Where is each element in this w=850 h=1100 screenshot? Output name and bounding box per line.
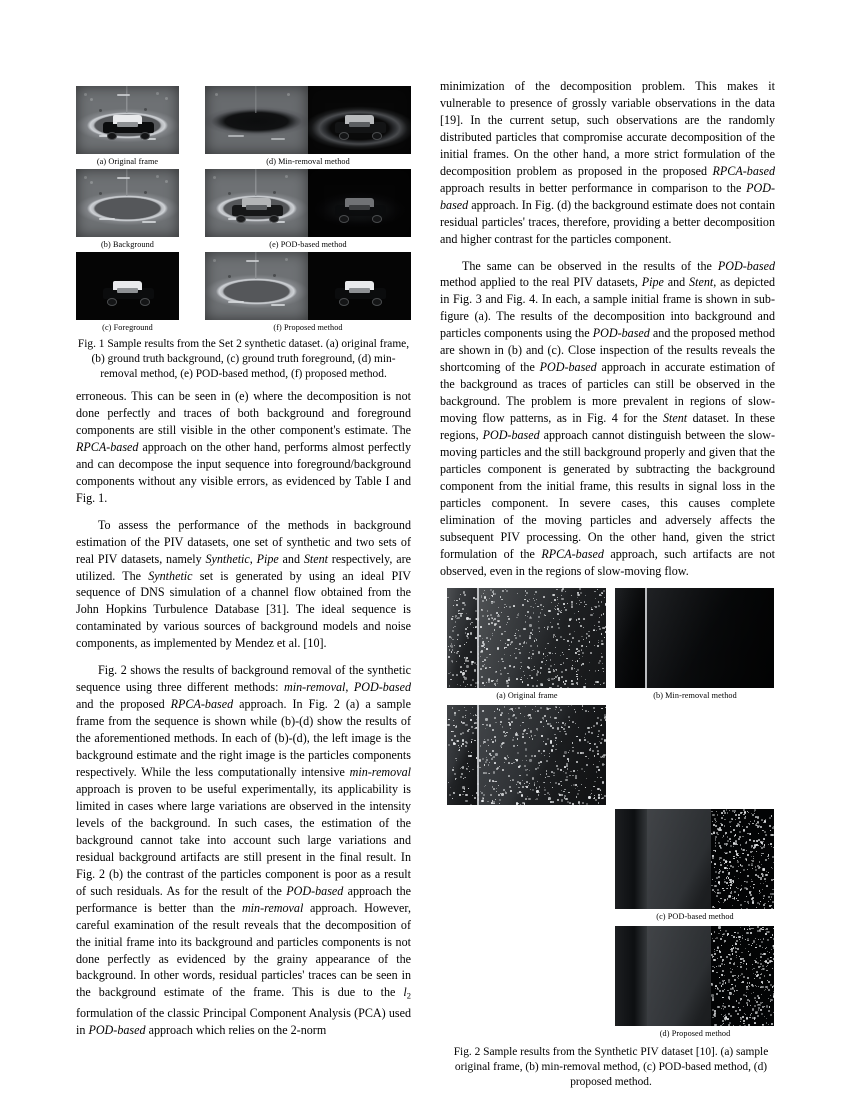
figure-2-image-d-background — [647, 926, 774, 1026]
figure-2-image-a-strip — [447, 588, 479, 688]
figure-1-subcaption-f: (f) Proposed method — [273, 323, 343, 332]
right-text-column — [440, 78, 775, 580]
figure-1-image-d-particles — [308, 86, 411, 154]
figure-1-image-a-original-frame — [76, 86, 179, 154]
paragraph: Fig. 2 shows the results of background removal of the synthetic sequence using three different methods: min-removal, POD-based and the proposed RPCA-based approach. In Fig. 2 (a) a sample frame from the sequence is shown while (b)-(d) show the results of the aforementioned methods. In each of (b)-(d), the left image is the background estimate and the right image is the particles components respectively. While the less computationally intensive min-removal approach is proven to be useful experimentally, its applicability is limited in cases where large variations are observed in the intensity levels of the background. In such cases, the estimation of the background cannot take into account such large variations and residual background artifacts are still present in the final result. In Fig. 2 (b) the contrast of the particles component is poor as a result of such residuals. As for the result of the POD-based approach the performance is better than the min-removal approach. However, careful examination of the result reveals that the decomposition of the initial frame into its background and particles components is not done perfectly as evidenced by the grainy appearance of the background. In other words, residual particles' traces can be seen in the background estimate of the frame. This is due to the $l_2$ formulation of the classic Principal Component Analysis (PCA) used in POD-based approach which relies on the 2-norm — [76, 663, 411, 1037]
figure-1-image-c-foreground — [76, 252, 179, 320]
figure-1-subcaption-b: (b) Background — [100, 240, 154, 249]
figure-1-row-2 — [76, 169, 411, 250]
figure-1-image-d-background — [205, 86, 308, 154]
figure-2 — [447, 588, 775, 1091]
paragraph: minimization of the decomposition problem. This makes it vulnerable to presence of grossly variable observations in the data [19]. In the current setup, such observations are the randomly distributed particles that compromise accurate decomposition of the initial frames. On the other hand, a more strict formulation of the decomposition problem as proposed in the proposed RPCA-based approach results in better performance in comparison to the POD-based approach. In Fig. (d) the background estimate does not contain residual particles' traces, therefore, providing a better decomposition and higher contrast for the particles component. — [440, 79, 775, 246]
figure-1-image-b-background — [76, 169, 179, 237]
figure-1-cell-f — [205, 252, 411, 333]
figure-2-row-2 — [447, 705, 775, 805]
figure-1 — [76, 86, 411, 383]
figure-1-image-f-particles — [308, 252, 411, 320]
figure-2-image-b-background — [615, 588, 647, 688]
figure-1-subcaption-c: (c) Foreground — [102, 323, 153, 332]
figure-1-cell-a — [76, 86, 179, 167]
figure-2-image-c-background — [647, 809, 774, 909]
figure-1-subcaption-d: (d) Min-removal method — [266, 157, 350, 166]
figure-1-cell-e — [205, 169, 411, 250]
figure-2-image-b-particles-strip — [447, 705, 479, 805]
paragraph: The same can be observed in the results of the POD-based method applied to the real PIV datasets, Pipe and Stent, as depicted in Fig. 3 and Fig. 4. In each, a sample initial frame is shown in sub-figure (a). The results of the decomposition into background and particles components using the POD-based and the proposed method are shown in (b) and (c). Close inspection of the results reveals the shortcoming of the POD-based approach in accurate estimation of the background as traces of particles can still be observed in the background. The problem is more prevalent in regions of slow-moving flow patterns, as in Fig. 4 for the Stent dataset. In these regions, POD-based approach cannot distinguish between the slow-moving particles and the still background properly and given that the particles component is generated by subtracting the background component from the initial frame, this results in signal loss in the particles component. In severe cases, this causes complete elimination of the moving particles and adversely affects the subsequent PIV processing. On the other hand, given the strict formulation of the RPCA-based approach, such artifacts are not observed, even in the regions of slow-moving flow. — [440, 258, 776, 578]
figure-2-image-b-particles — [479, 705, 606, 805]
scene-car — [103, 281, 155, 304]
figure-1-cell-b — [76, 169, 179, 250]
figure-2-row-3 — [447, 809, 775, 922]
figure-2-row-1 — [447, 588, 775, 701]
particle-field — [479, 705, 606, 805]
figure-1-row-3 — [76, 252, 411, 333]
figure-2-image-c-strip — [615, 809, 647, 909]
figure-1-subcaption-a: (a) Original frame — [96, 157, 159, 166]
figure-2-cell-a — [447, 588, 607, 701]
figure-1-image-f-background — [205, 252, 308, 320]
particles-component — [711, 926, 775, 1026]
left-paragraphs — [76, 388, 411, 1039]
particle-field — [479, 588, 606, 688]
figure-1-image-e-background — [205, 169, 308, 237]
figure-2-subcaption-d: (d) Proposed method — [659, 1029, 731, 1038]
figure-2-cell-b-particles — [447, 705, 607, 805]
figure-2-caption: Fig. 2 Sample results from the Synthetic PIV dataset [10]. (a) sample original frame, (b) min-removal method, (c) POD-based method, (d) proposed method. — [453, 1046, 769, 1089]
figure-1-row-1 — [76, 86, 411, 167]
figure-2-image-b-background-right — [647, 588, 774, 688]
figure-2-subcaption-b: (b) Min-removal method — [653, 691, 737, 700]
figure-2-subcaption-c: (c) POD-based method — [656, 912, 734, 921]
figure-2-image-a-original-frame — [479, 588, 606, 688]
left-text-column — [76, 388, 411, 1039]
figure-1-image-e-particles — [308, 169, 411, 237]
figure-2-subcaption-a: (a) Original frame — [496, 691, 558, 700]
figure-2-cell-d — [615, 926, 775, 1039]
figure-2-row-4 — [447, 926, 775, 1039]
particle-field — [447, 705, 479, 805]
figure-2-image-d-strip — [615, 926, 647, 1026]
figure-1-subcaption-e: (e) POD-based method — [269, 240, 347, 249]
scene-car — [335, 281, 387, 304]
paragraph: To assess the performance of the methods in background estimation of the PIV datasets, one set of synthetic and two sets of real PIV datasets, namely Synthetic, Pipe and Stent respectively, are utilized. The Synthetic set is generated by using an ideal PIV sequence of DNS simulation of a channel flow obtained from the John Hopkins Turbulence Database [31]. The ideal sequence is contaminated by various sources of background models and noise components, as implemented by Mendez et al. [10]. — [76, 517, 412, 651]
particle-field — [447, 588, 479, 688]
figure-2-cell-b — [615, 588, 775, 701]
right-paragraphs — [440, 78, 775, 580]
particles-component — [711, 809, 775, 909]
figure-1-caption: Fig. 1 Sample results from the Set 2 synthetic dataset. (a) original frame, (b) ground truth background, (c) ground truth foreground, (d) min-removal method, (e) POD-based method, (f) proposed method. — [77, 338, 410, 381]
figure-1-cell-c — [76, 252, 179, 333]
figure-2-cell-c — [615, 809, 775, 922]
figure-1-cell-d — [205, 86, 411, 167]
paragraph: erroneous. This can be seen in (e) where the decomposition is not done perfectly and traces of both background and foreground components are still visible in the other component's estimate. The RPCA-based approach on the other hand, performs almost perfectly and can decompose the input sequence into foreground/background components without any visible errors, as evidenced by Table I and Fig. 1. — [76, 389, 411, 505]
